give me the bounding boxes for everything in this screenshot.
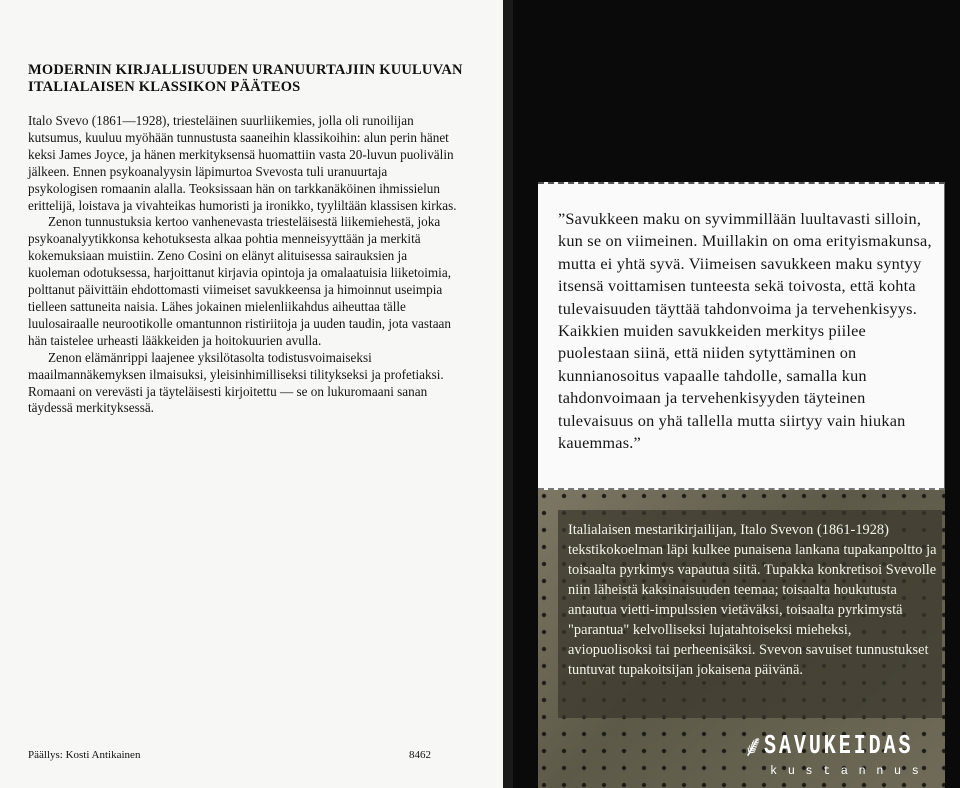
publisher-logo	[742, 730, 932, 786]
page-gutter	[503, 0, 513, 788]
quote-card	[538, 182, 945, 490]
blurb-paragraph-2: Zenon tunnustuksia kertoo vanhenevasta triesteläisestä liikemiehestä, joka psykoanalyytikkonsa kehotuksesta alkaa pohtia menneisyyttään ja merkitä kokemuksiaan muistiin. Zeno Cosini on elänyt alituisessa sairauksien ja kuoleman odotuksessa, harjoittanut kirjavia opintoja ja omalaatuisia liiketoimia, polttanut päivittäin ehdottomasti viimeiset savukkeensa ja himoinnut useimpia tielleen sattuneita naisia. Lähes jokainen mielenliikahdus aiheuttaa tälle luulosairaalle neurootikolle omantunnon ristiriitoja ja uuden taudin, jota vastaan hän taistelee urheasti lääkkeiden ja hoitokuurien avulla.	[28, 214, 451, 348]
cover-credit: Päällys: Kosti Antikainen	[28, 749, 141, 761]
description-text: Italialaisen mestarikirjailijan, Italo Svevon (1861-1928) tekstikokoelman läpi kulkee punaisena lankana tupakanpoltto ja toisaalta pyrkimys vapautua siitä. Tupakka konkretisoi Svevolle niin läheistä kaksinaisuuden teemaa; toisaalta houkutusta antautua vietti-impulssien vietäväksi, toisaalta pyrkimystä "parantua" kelvolliseksi lujatahtoiseksi mieheksi, aviopuolisoksi tai perheenisäksi. Svevon savuiset tunnustukset tuntuvat tupakoitsijan jokaisena päivänä.	[568, 522, 937, 678]
book-code: 8462	[409, 749, 431, 761]
publisher-name: SAVUKEIDAS	[764, 732, 914, 762]
blurb-body	[28, 113, 458, 417]
description-box	[558, 510, 942, 718]
blurb-paragraph-1: Italo Svevo (1861—1928), triesteläinen suurliikemies, jolla oli runoilijan kutsumus, kuuluu myöhään tunnustusta saaneihin klassikoihin: alun perin hänet keksi James Joyce, ja hänen merkityksensä huomattiin vasta 20-luvun puolivälin jälkeen. Ennen psykoanalyysin läpimurtoa Svevosta tuli uranuurtaja psykologisen romaanin alalla. Teoksissaan hän on tarkkanäköinen ihmissielun erittelijä, loistava ja vivahteikas humoristi ja ironikko, tyyliltään klassisen kirkas.	[28, 113, 457, 213]
publisher-subtitle: kustannus	[770, 764, 930, 778]
blurb-heading: MODERNIN KIRJALLISUUDEN URANUURTAJIIN KUULUVAN ITALIALAISEN KLASSIKON PÄÄTEOS	[28, 62, 463, 95]
palm-tree-icon: ⸙	[742, 729, 765, 764]
quote-text: ”Savukkeen maku on syvimmillään luultavasti silloin, kun se on viimeinen. Muillakin on oma erityismakunsa, mutta ei yhtä syvä. Viimeisen savukkeen maku syntyy itsensä voittamisen tunteesta sekä toivosta, että kohta tulevaisuuden täyttää tahdonvoima ja tervehenkisyys. Kaikkien muiden savukkeiden merkitys piilee puolestaan siinä, että niiden sytyttäminen on kunnianosoitus vapaalle tahdolle, samalla kun tahdonvoimaan ja tervehenkisyyden täyteinen tulevaisuus on yhä tallella mutta siirtyy vain hiukan kauemmas.”	[558, 209, 932, 453]
blurb-paragraph-3: Zenon elämänrippi laajenee yksilötasolta todistusvoimaiseksi maailmannäkemyksen ilmaisuksi, yleisinhimilliseksi tilitykseksi ja profetiaksi. Romaani on verevästi ja täyteläisesti kirjoitettu — se on lukuromaani sanan täydessä merkityksessä.	[28, 349, 444, 416]
